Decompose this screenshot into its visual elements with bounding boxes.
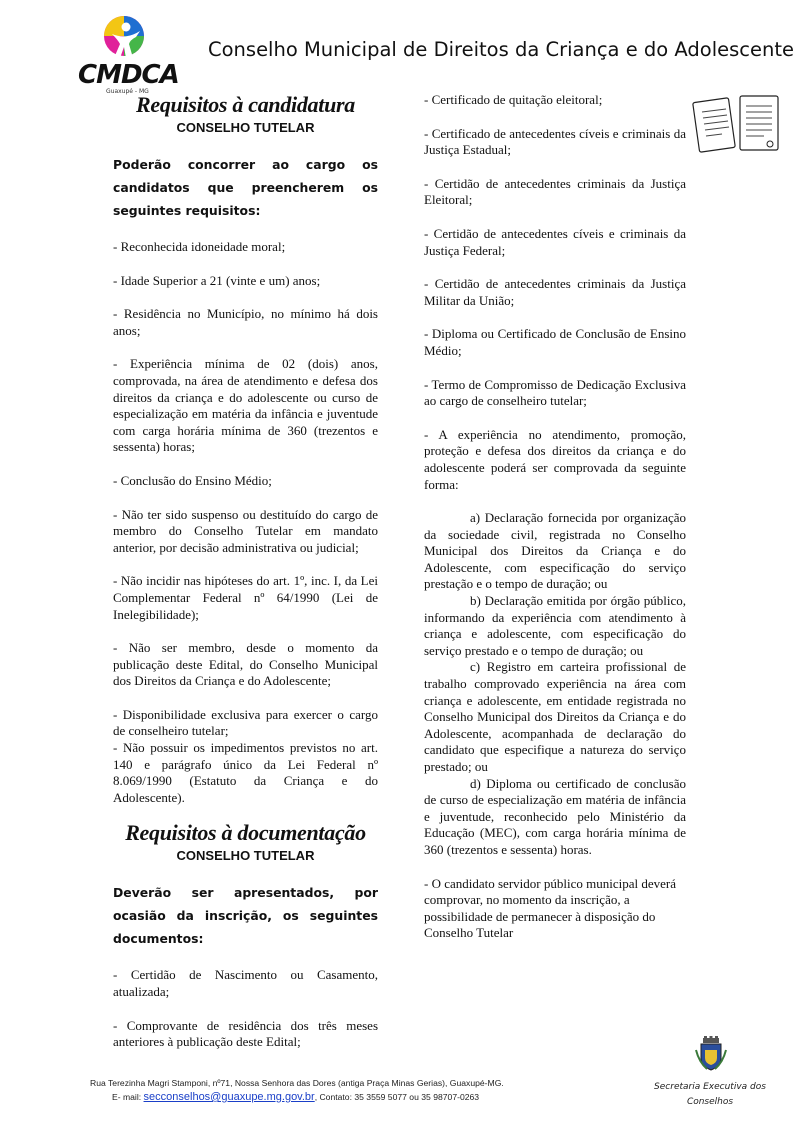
documentacao-item: - Diploma ou Certificado de Conclusão de Ensino Médio; [424, 326, 686, 358]
footer-email-label: E- mail: [112, 1092, 142, 1102]
experiencia-option: b) Declaração emitida por órgão público, informando da experiência com atendimento à criança e adolescente, com especificação do serviço prestado e o tempo de duração; ou [424, 593, 686, 658]
page-header-title: Conselho Municipal de Direitos da Criança e do Adolescente [208, 38, 795, 61]
footer [90, 1078, 560, 1103]
logo-subtext: Guaxupé - MG [106, 88, 149, 95]
candidatura-item: - Conclusão do Ensino Médio; [113, 472, 272, 488]
candidatura-intro: Poderão concorrer ao cargo os candidatos que preencherem os seguintes requisitos: [113, 157, 378, 218]
secretaria-line-2: Conselhos [686, 1097, 734, 1107]
documentacao-item: - Termo de Compromisso de Dedicação Exclusiva ao cargo de conselheiro tutelar; [424, 376, 686, 409]
candidatura-item: - Não possuir os impedimentos previstos no art. 140 e parágrafo único da Lei Federal nº 8.069/1990 (Estatuto da Criança e do Adolescente). [113, 740, 378, 805]
footer-email-link[interactable]: secconselhos@guaxupe.mg.gov.br [143, 1091, 315, 1103]
documentacao-title: Requisitos à documentação [125, 820, 366, 846]
documentacao-item: - Certificado de quitação eleitoral; [424, 92, 603, 107]
secretaria-line-1: Secretaria Executiva dos [654, 1082, 766, 1092]
candidatura-item: - Não ser membro, desde o momento da publicação deste Edital, do Conselho Municipal dos Direitos da Criança e do Adolescente; [113, 640, 378, 689]
cmdca-logo [76, 14, 186, 94]
experiencia-option: d) Diploma ou certificado de conclusão de curso de especialização em matéria de infância e juventude, reconhecido pelo Ministério da Educação (MEC), com carga horária mínima de 360 (trezentos e sessenta) horas. [424, 775, 686, 857]
documentacao-item: - A experiência no atendimento, promoção, proteção e defesa dos direitos da criança e do adolescente poderá ser comprovada da seguinte forma: [424, 426, 686, 492]
candidatura-item: - Disponibilidade exclusiva para exercer o cargo de conselheiro tutelar; [113, 706, 378, 739]
documentacao-item: - Certificado de antecedentes cíveis e criminais da Justiça Estadual; [424, 125, 686, 158]
candidatura-item: - Idade Superior a 21 (vinte e um) anos; [113, 272, 321, 288]
candidatura-subtitle: CONSELHO TUTELAR [176, 120, 315, 135]
municipal-crest-icon [695, 1036, 727, 1072]
footer-contact: , Contato: 35 3559 5077 ou 35 98707-0263 [314, 1092, 480, 1102]
documentacao-item: - Certidão de antecedentes criminais da Justiça Eleitoral; [424, 175, 686, 208]
logo-text: CMDCA [78, 60, 179, 90]
candidatura-title: Requisitos à candidatura [136, 92, 355, 117]
documentacao-item: - O candidato servidor público municipal deverá comprovar, no momento da inscrição, a possibilidade de permanecer à disposição do Conselho Tutelar [424, 875, 676, 941]
documentacao-subtitle: CONSELHO TUTELAR [176, 848, 315, 864]
candidatura-item: - Não incidir nas hipóteses do art. 1º, inc. I, da Lei Complementar Federal nº 64/1990 (Lei de Inelegibilidade); [113, 573, 378, 622]
candidatura-item: - Reconhecida idoneidade moral; [113, 239, 286, 254]
candidatura-item: - Não ter sido suspenso ou destituído do cargo de membro do Conselho Tutelar em mandato anterior, por decisão administrativa ou judicial; [113, 506, 378, 555]
documents-icon [692, 94, 784, 156]
secretaria-executiva [640, 1080, 780, 1110]
documentacao-intro: Deverão ser apresentados, por ocasião da inscrição, os seguintes documentos: [113, 885, 378, 947]
footer-address: Rua Terezinha Magri Stamponi, nº71, Nossa Senhora das Dores (antiga Praça Minas Gerias), Guaxupé-MG. [90, 1078, 504, 1088]
experiencia-option: c) Registro em carteira profissional de trabalho comprovado experiência na área com criança e adolescente, em entidade registrada no Conselho Municipal dos Direitos da Criança e do Adolescente, acompanhada de declaração do candidato que especifique a natureza do serviço prestado; ou [424, 659, 686, 774]
footer-contact-line [90, 1091, 560, 1103]
documentacao-item: - Comprovante de residência dos três meses anteriores à publicação deste Edital; [113, 1017, 378, 1050]
experiencia-option: a) Declaração fornecida por organização da sociedade civil, registrada no Conselho Municipal dos Direitos da Criança e do Adolescente, com especificação do serviço prestação e o tempo de duração; ou [424, 510, 686, 592]
candidatura-item: - Residência no Município, no mínimo há dois anos; [113, 306, 378, 338]
candidatura-item: - Experiência mínima de 02 (dois) anos, comprovada, na área de atendimento e defesa dos direitos da criança e do adolescente ou curso de especialização em matéria da infância e juventude com carga horária mínima de 360 (trezentos e sessenta) horas; [113, 356, 378, 455]
documentacao-item: - Certidão de antecedentes cíveis e criminais da Justiça Federal; [424, 225, 686, 258]
right-column [424, 92, 686, 942]
documentacao-item: - Certidão de antecedentes criminais da Justiça Militar da União; [424, 276, 686, 308]
documentacao-item: - Certidão de Nascimento ou Casamento, atualizada; [113, 967, 378, 1000]
left-column [113, 92, 378, 1051]
